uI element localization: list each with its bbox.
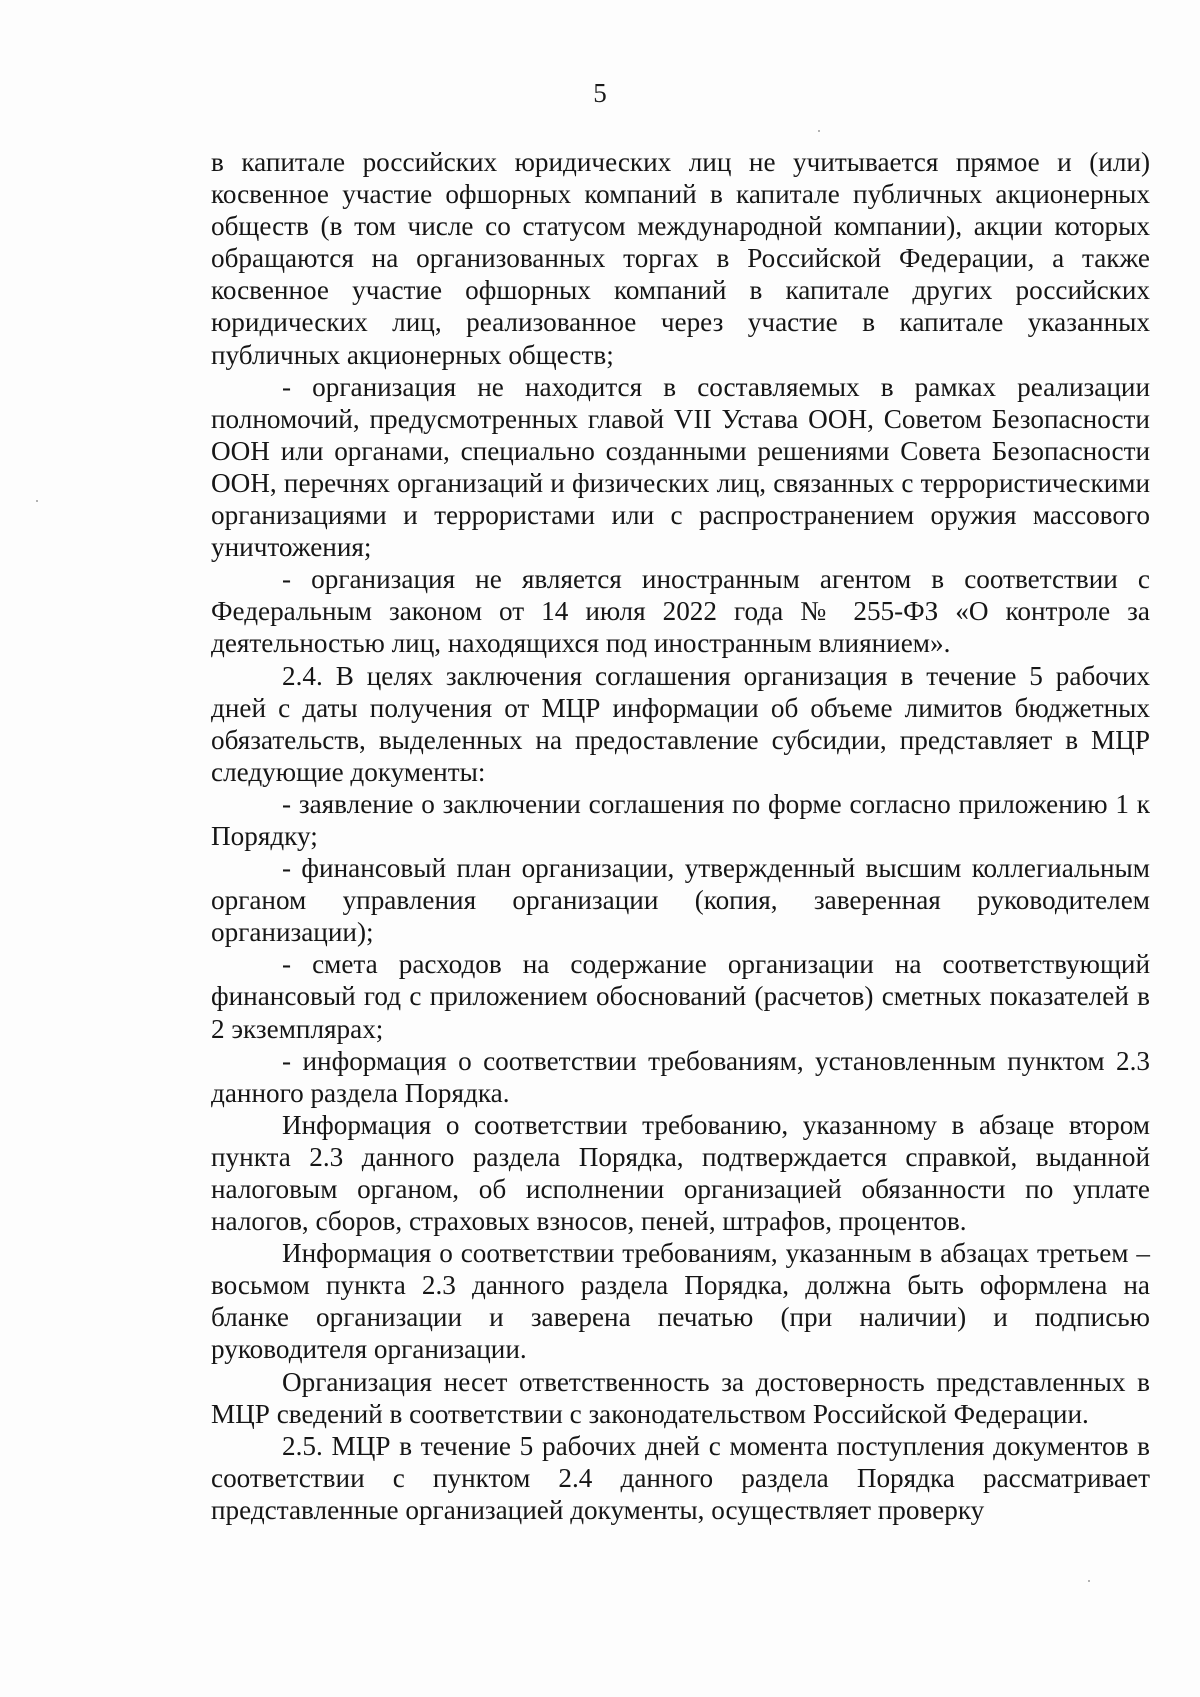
paragraph-offshore-participation: в капитале российских юридических лиц не учитывается прямое и (или) косвенное участие офшорных компаний в капитале публичных акционерных обществ (в том числе со статусом международной компании), акции которых обращаются на организованных торгах в Российской Федерации, а также косвенное участие офшорных компаний в капитале других российских юридических лиц, реализованное через участие в капитале указанных публичных акционерных обществ; — [211, 147, 1150, 370]
list-item-compliance-info: - информация о соответствии требованиям, установленным пунктом 2.3 данного раздела Порядка. — [211, 1045, 1150, 1108]
paragraph-foreign-agent: - организация не является иностранным агентом в соответствии с Федеральным законом от 14 июля 2022 года № 255-ФЗ «О контроле за деятельностью лиц, находящихся под иностранным влиянием». — [211, 564, 1150, 659]
paragraph-letterhead-requirement: Информация о соответствии требованиям, указанным в абзацах третьем – восьмом пункта 2.3 данного раздела Порядка, должна быть оформлена на бланке организации и заверена печатью (при наличии) и подписью руководителя организации. — [211, 1238, 1150, 1365]
paragraph-tax-certificate: Информация о соответствии требованию, указанному в абзаце втором пункта 2.3 данного раздела Порядка, подтверждается справкой, выданной налоговым органом, об исполнении организацией обязанности по уплате налогов, сборов, страховых взносов, пеней, штрафов, процентов. — [211, 1109, 1150, 1237]
paragraph-un-sanctions-list: - организация не находится в составляемых в рамках реализации полномочий, предусмотренных главой VII Устава ООН, Советом Безопасности ООН или органами, специально созданными решениями Совета Безопасности ООН, перечнях организаций и физических лиц, связанных с террористическими организациями и террористами или с распространением оружия массового уничтожения; — [211, 371, 1150, 563]
list-item-financial-plan: - финансовый план организации, утвержденный высшим коллегиальным органом управления организации (копия, заверенная руководителем организации); — [211, 853, 1150, 948]
paragraph-responsibility: Организация несет ответственность за достоверность представленных в МЦР сведений в соответствии с законодательством Российской Федерации. — [211, 1366, 1150, 1429]
list-item-expense-estimate: - смета расходов на содержание организации на соответствующий финансовый год с приложением обоснований (расчетов) сметных показателей в 2 экземплярах; — [211, 949, 1150, 1044]
paragraph-clause-2-4: 2.4. В целях заключения соглашения организация в течение 5 рабочих дней с даты получения от МЦР информации об объеме лимитов бюджетных обязательств, выделенных на предоставление субсидии, представляет в МЦР следующие документы: — [211, 660, 1150, 787]
scan-speck — [818, 130, 820, 132]
document-body — [211, 146, 1150, 1526]
list-item-application: - заявление о заключении соглашения по форме согласно приложению 1 к Порядку; — [211, 788, 1150, 851]
scan-speck — [36, 500, 38, 502]
paragraph-clause-2-5: 2.5. МЦР в течение 5 рабочих дней с момента поступления документов в соответствии с пунктом 2.4 данного раздела Порядка рассматривает представленные организацией документы, осуществляет проверку — [211, 1430, 1150, 1525]
page-number: 5 — [593, 78, 607, 108]
scan-speck — [1088, 1580, 1090, 1582]
